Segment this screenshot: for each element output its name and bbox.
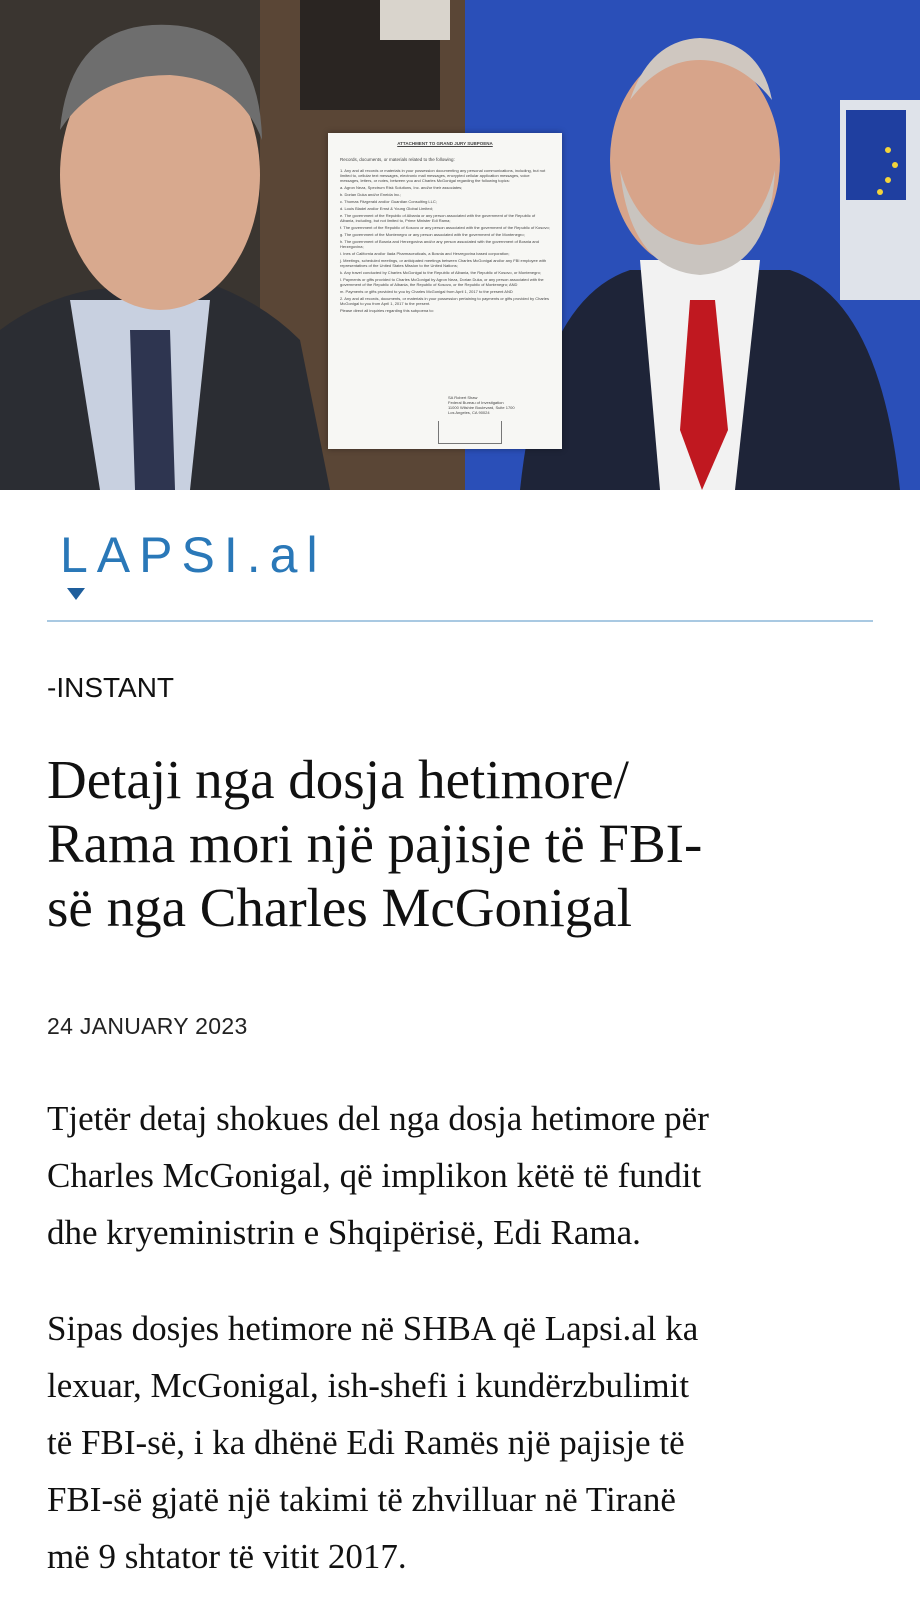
pencil-tip-icon — [67, 588, 85, 600]
site-logo[interactable] — [60, 527, 327, 600]
logo-text: LAPSI.al — [60, 527, 327, 583]
subpoena-document-image: ATTACHMENT TO GRAND JURY SUBPOENA Records, documents, or materials related to the following: 1. Any and all records or materials in your possession documenting any personal communications, including, but not limited to, cellular text messages, electronic mail messages, encrypted cellular application messages, voice messages, letters, or notes, between you and Charles McGonigal regarding the following topics: a. Agron Neza, Spectrum Risk Solutions, Inc. and/or their associates; b. Dorian Duka and/or Eneida Inc.; c. Thomas Fitzgerald and/or Guardian Consulting LLC; d. Louis Bladel and/or Ernst & Young Global Limited; e. The government of the Republic of Albania or any person associated with the government of the Republic of Albania, including, but not limited to, Prime Minister Edi Rama; f. The government of the Republic of Kosovo or any person associated with the government of the Republic of Kosovo; g. The government of the Montenegro or any person associated with the government of the Montenegro; h. The government of Bosnia and Herzegovina and/or any person associated with the government of Bosnia and Herzegovina; i. Ines of California and/or Ilada Pharmaceuticals, a Bosnia and Herzegovina based corporation; j. Meetings, scheduled meetings, or anticipated meetings between Charles McGonigal and/or any FBI employee with representatives of the United States Mission to the United Nations; k. Any travel conducted by Charles McGonigal to the Republic of Albania, the Republic of Kosovo, or Montenegro; l. Payments or gifts provided to Charles McGonigal by Agron Neza, Dorian Duka, or any person associated with the government of the Republic of Albania, the Republic of Kosovo, or the Republic of Montenegro; AND m. Payments or gifts provided to you by Charles McGonigal from April 1, 2017 to the present AND 2. Any and all records, documents, or materials in your possession pertaining to payments or gifts provided by Charles McGonigal to you from April 1, 2017 to the present. Please direct all inquiries regarding this subpoena to: SA Robert Shaw Federal Bureau of Investigation 11000 Wilshire Boulevard, Suite 1700 Los Angeles, CA 90024 — [328, 133, 562, 449]
header-divider — [47, 620, 873, 622]
article-paragraph-1: Tjetër detaj shokues del nga dosja hetimore për Charles McGonigal, që implikon këtë të fundit dhe kryeministrin e Shqipërisë, Edi Rama. — [47, 1099, 709, 1252]
document-heading: Records, documents, or materials related to the following: — [340, 156, 455, 162]
hero-image — [0, 0, 920, 490]
document-title: ATTACHMENT TO GRAND JURY SUBPOENA — [397, 141, 493, 146]
article-category[interactable]: -INSTANT — [47, 672, 175, 703]
article-paragraph-2: Sipas dosjes hetimore në SHBA që Lapsi.al ka lexuar, McGonigal, ish-shefi i kundërzbulimit të FBI-së, i ka dhënë Edi Ramës një pajisje të FBI-së gjatë një takimi të zhvilluar në Tiranë më 9 shtator të vitit 2017. — [47, 1309, 699, 1576]
article-title: Detaji nga dosja hetimore/ Rama mori një pajisje të FBI- së nga Charles McGonigal — [47, 749, 703, 938]
document-signature: SA Robert Shaw Federal Bureau of Investigation 11000 Wilshire Boulevard, Suite 1700 Los Angeles, CA 90024 — [448, 395, 515, 415]
document-stamp-box — [438, 421, 502, 444]
article-date: 24 JANUARY 2023 — [47, 1013, 248, 1039]
